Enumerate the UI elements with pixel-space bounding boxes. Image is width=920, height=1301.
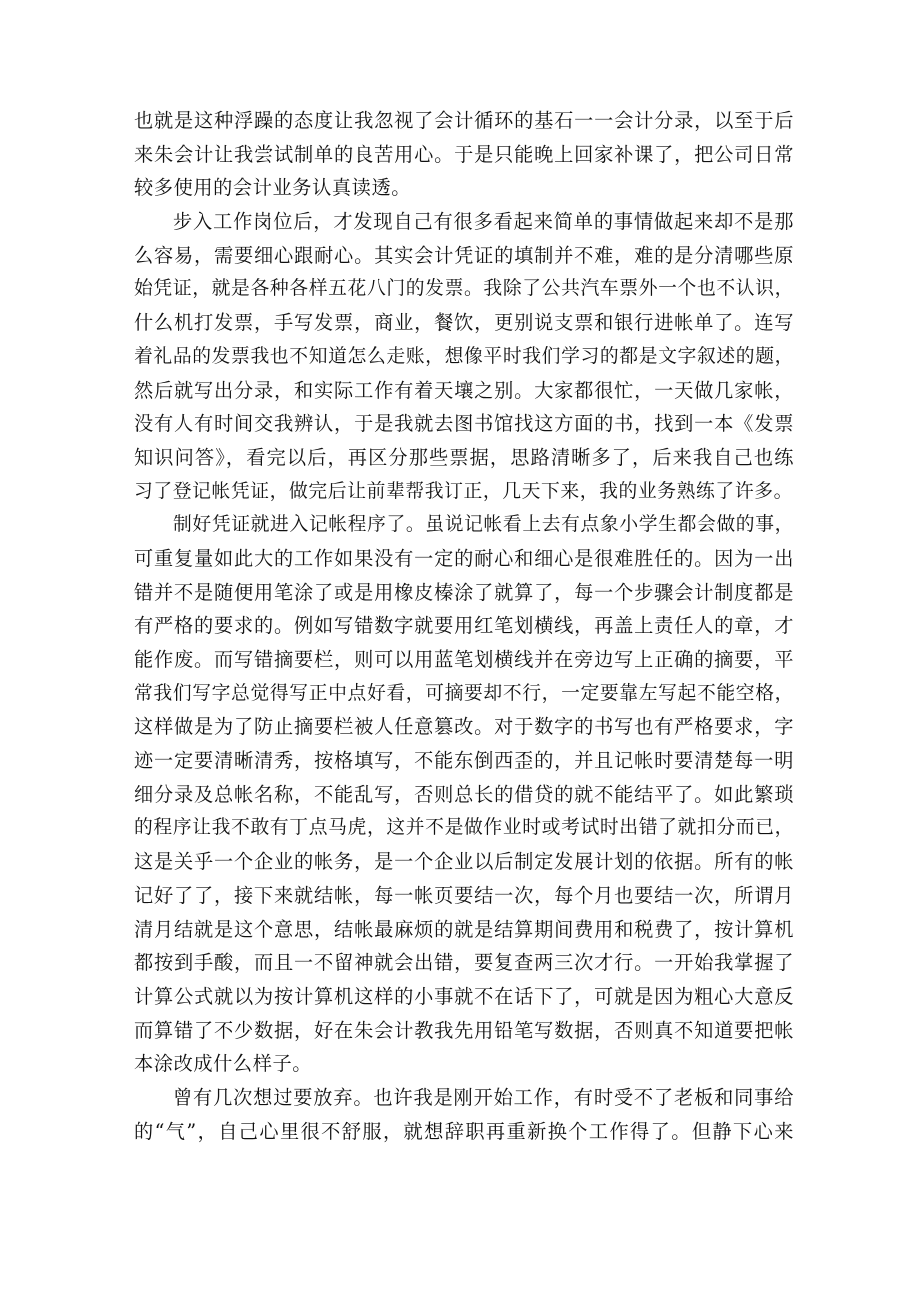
- text-line: 知识问答》，看完以后，再区分那些票据，思路清晰多了，后来我自己也练: [134, 445, 794, 469]
- text-line: 都按到手酸，而且一不留神就会出错，要复查两三次才行。一开始我掌握了: [134, 951, 794, 975]
- text-line: 步入工作岗位后，才发现自己有很多看起来简单的事情做起来却不是那: [173, 210, 794, 234]
- text-line: 着礼品的发票我也不知道怎么走账，想像平时我们学习的都是文字叙述的题，: [134, 345, 794, 367]
- text-line: 错并不是随便用笔涂了或是用橡皮榛涂了就算了，每一个步骤会计制度都是: [134, 580, 794, 604]
- paragraph-1: [134, 104, 794, 205]
- text-line: 的“气”，自己心里很不舒服，就想辞职再重新换个工作得了。但静下心来: [134, 1119, 794, 1143]
- text-line: 然后就写出分录，和实际工作有着天壤之别。大家都很忙，一天做几家帐，: [134, 378, 794, 402]
- text-line: 而算错了不少数据，好在朱会计教我先用铅笔写数据，否则真不知道要把帐: [134, 1018, 794, 1042]
- text-line: 曾有几次想过要放弃。也许我是刚开始工作，有时受不了老板和同事给: [173, 1085, 794, 1109]
- text-line: 制好凭证就进入记帐程序了。虽说记帐看上去有点象小学生都会做的事，: [173, 514, 794, 536]
- text-line: 清月结就是这个意思，结帐最麻烦的就是结算期间费用和税费了，按计算机: [134, 917, 794, 941]
- text-line: 可重复量如此大的工作如果没有一定的耐心和细心是很难胜任的。因为一出: [134, 546, 794, 570]
- text-line: 记好了了，接下来就结帐，每一帐页要结一次，每个月也要结一次，所谓月: [134, 883, 794, 907]
- text-line: 始凭证，就是各种各样五花八门的发票。我除了公共汽车票外一个也不认识，: [134, 278, 794, 300]
- text-line: 习了登记帐凭证，做完后让前辈帮我订正，几天下来，我的业务熟练了许多。: [134, 480, 793, 502]
- document-body: [134, 104, 794, 1148]
- text-line: 常我们写字总觉得写正中点好看，可摘要却不行，一定要靠左写起不能空格，: [134, 682, 794, 704]
- text-line: 这是关乎一个企业的帐务，是一个企业以后制定发展计划的依据。所有的帐: [134, 850, 794, 874]
- text-line: 什么机打发票，手写发票，商业，餐饮，更别说支票和银行进帐单了。连写: [134, 311, 794, 335]
- text-line: 细分录及总帐名称，不能乱写，否则总长的借贷的就不能结平了。如此繁琐: [134, 782, 794, 806]
- paragraph-2: [134, 205, 794, 508]
- paragraph-4: [134, 1081, 794, 1148]
- text-line: 也就是这种浮躁的态度让我忽视了会计循环的基石一一会计分录，以至于后: [134, 109, 794, 132]
- text-line: 较多使用的会计业务认真读透。: [134, 176, 412, 200]
- text-line: 么容易，需要细心跟耐心。其实会计凭证的填制并不难，难的是分清哪些原: [134, 243, 794, 267]
- text-line: 没有人有时间交我辨认，于是我就去图书馆找这方面的书，找到一本《发票: [134, 412, 794, 436]
- text-line: 这样做是为了防止摘要栏被人任意篡改。对于数字的书写也有严格要求，字: [134, 715, 794, 739]
- text-line: 来朱会计让我尝试制单的良苦用心。于是只能晚上回家补课了，把公司日常: [134, 142, 794, 166]
- text-line: 迹一定要清晰清秀，按格填写，不能东倒西歪的，并且记帐时要清楚每一明: [134, 749, 794, 773]
- paragraph-3: [134, 508, 794, 1081]
- text-line: 能作废。而写错摘要栏，则可以用蓝笔划横线并在旁边写上正确的摘要，平: [134, 648, 794, 671]
- text-line: 本涂改成什么样子。: [134, 1052, 313, 1076]
- text-line: 的程序让我不敢有丁点马虎，这并不是做作业时或考试时出错了就扣分而已，: [134, 817, 794, 839]
- text-line: 计算公式就以为按计算机这样的小事就不在话下了，可就是因为粗心大意反: [134, 984, 794, 1008]
- text-line: 有严格的要求的。例如写错数字就要用红笔划横线，再盖上责任人的章，才: [134, 614, 794, 638]
